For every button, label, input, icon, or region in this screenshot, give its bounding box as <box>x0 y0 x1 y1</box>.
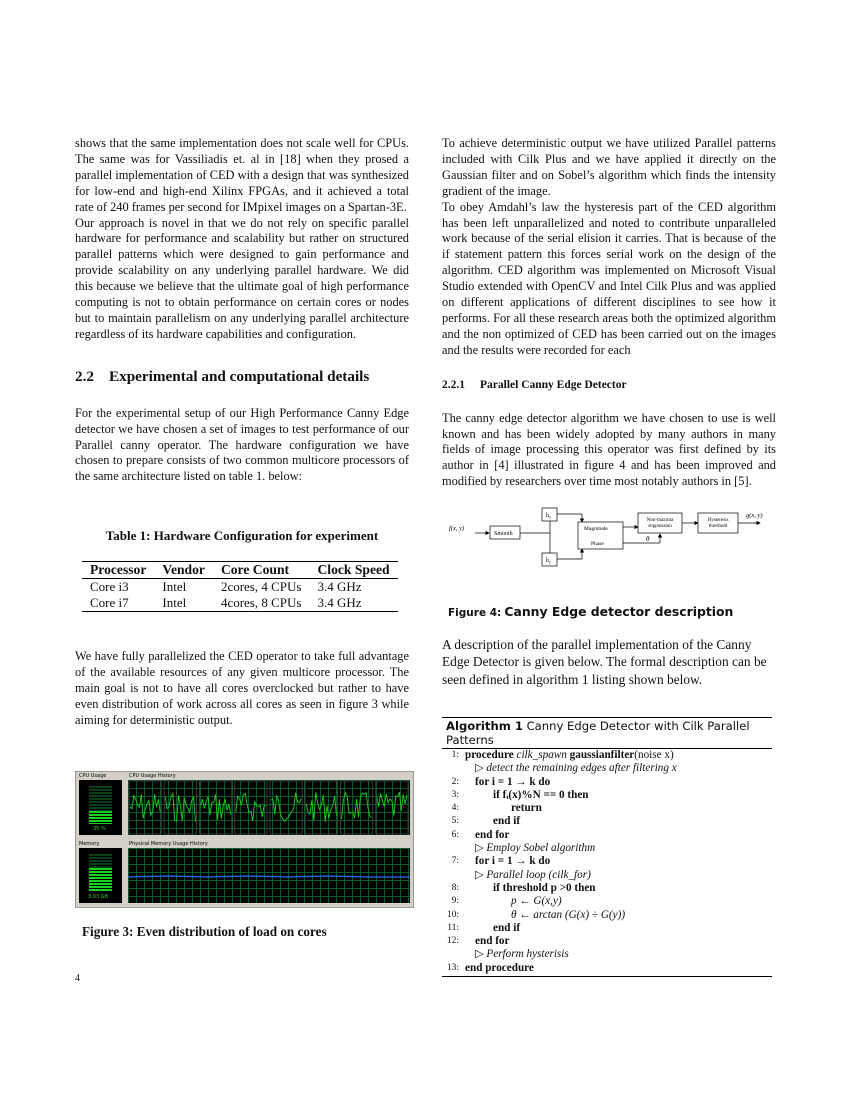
output-label: g(x, y) <box>746 512 763 519</box>
cpu-core-graph-frame <box>305 781 337 834</box>
line-number: 13: <box>446 962 459 973</box>
line-text: if fᵢ(x)%N == 0 then <box>493 788 589 801</box>
table-cell: Intel <box>154 595 213 612</box>
task-manager-figure <box>75 771 414 908</box>
cpu-history-graphs <box>128 780 410 835</box>
algorithm-line <box>442 909 772 922</box>
keyword: procedure <box>465 749 514 761</box>
table-row <box>82 579 398 596</box>
memory-history-svg <box>128 848 410 903</box>
function-args: (noise x) <box>634 749 674 761</box>
table-cell: Core i7 <box>82 595 154 612</box>
algorithm-line <box>442 829 772 842</box>
comment-text: ▷ detect the remaining edges after filtering x <box>475 762 677 775</box>
hysteresis-block <box>698 513 738 533</box>
svg-text:hx <box>546 513 551 520</box>
algorithm-line <box>442 815 772 828</box>
algorithm-line <box>442 855 772 868</box>
cpu-core-trace <box>306 792 336 822</box>
figure3-caption: Figure 3: Even distribution of load on cores <box>82 924 327 939</box>
paragraph: shows that the same implementation does not scale well for CPUs. The same was for Vassiliadis et. al in [18] when they prosed a parallel implementation of CED with a design that was synthesized for low-end and high-end Xilinx FPGAs, and it achieved a total rate of 240 frames per second for IMpixel images on a Spartan-3E. <box>75 136 409 214</box>
table-header: Processor <box>82 562 154 579</box>
left-column <box>75 136 409 729</box>
subsection-number: 2.2.1 <box>442 378 465 391</box>
hysteresis-label: Hysteresis threshold <box>707 518 729 529</box>
cpu-usage-label: CPU Usage <box>79 773 107 779</box>
paragraph: The canny edge detector algorithm we have chosen to use is well known and has been widely adopted by many authors in many fields of image processing this operator was first defined by its author in [4] illustrated in figure 4 and has been improved and modified by researchers over time most notably authors in [5]. <box>442 410 776 489</box>
hx-subscript: x <box>549 514 551 520</box>
cpu-core-trace <box>236 793 266 820</box>
cpu-core-graph-frame <box>270 781 302 834</box>
input-label: f(x, y) <box>449 525 465 532</box>
line-number: 12: <box>446 936 459 947</box>
line-text: return <box>511 802 542 815</box>
theta-label: θ <box>646 535 650 543</box>
table-header: Vendor <box>154 562 213 579</box>
memory-label: Memory <box>79 841 100 847</box>
algorithm-line <box>442 802 772 815</box>
paragraph: To achieve deterministic output we have utilized Parallel patterns included with Cilk Plus and we have applied it directly on the Gaussian filter and on Sobel’s algorithm which finds the intensity gradient of the image. <box>442 136 776 198</box>
cpu-core-graph-frame <box>376 781 408 834</box>
hy-subscript: y <box>549 559 551 565</box>
line-text: end for <box>475 935 510 948</box>
section-number: 2.2 <box>75 367 94 385</box>
svg-text:hy <box>546 558 551 565</box>
table-cell: Intel <box>162 579 187 595</box>
table-header-row <box>82 562 398 579</box>
algorithm-line <box>442 789 772 802</box>
cpu-core-trace <box>342 793 372 819</box>
table-cell: 4cores, 8 CPUs <box>213 595 310 612</box>
comment-text: ▷ Perform hysterisis <box>475 948 569 961</box>
algorithm-comment <box>442 869 772 882</box>
cpu-core-trace <box>130 794 160 818</box>
cpu-core-trace <box>377 792 407 816</box>
table-cell: 3.4 GHz <box>317 579 362 595</box>
line-number: 8: <box>451 882 459 893</box>
memory-meter <box>79 848 122 903</box>
line-text: θ ← arctan (G(x) ÷ G(y)) <box>511 908 626 921</box>
line-number: 11: <box>447 922 459 933</box>
paragraph: For the experimental setup of our High Performance Canny Edge detector we have chosen a set of images to test performance of our Parallel canny operator. The hardware configuration we have chosen to prepare consists of two common multicore processors of the same architecture listed on table 1. below: <box>75 405 409 484</box>
algorithm-line <box>442 935 772 948</box>
line-number: 2: <box>451 776 459 787</box>
algorithm-box <box>442 717 772 977</box>
figure4-caption-prefix: Figure 4: <box>448 607 502 619</box>
phase-label: Phase <box>591 541 604 547</box>
algorithm-bottom-rule <box>442 975 772 977</box>
cpu-core-graph-frame <box>129 781 161 834</box>
memory-history-label: Physical Memory Usage History <box>129 841 208 847</box>
line-text: for i = 1 → k do <box>475 855 551 868</box>
line-text: p ← G(x,y) <box>511 895 562 908</box>
algorithm-header <box>442 717 772 749</box>
paragraph: We have fully parallelized the CED operator to take full advantage of the available resources of any given multicore processor. The main goal is not to have all cores overclocked but rather to have even distribution of work across all cores as seen in figure 3 while aiming for deterministic output. <box>75 649 409 727</box>
cpu-core-graph-frame <box>235 781 267 834</box>
cpu-core-trace <box>165 794 195 822</box>
cpu-history-svg <box>128 780 410 835</box>
line-text: end if <box>493 921 521 934</box>
line-number: 3: <box>451 789 459 800</box>
line-number: 9: <box>451 896 459 907</box>
section-title: Experimental and computational details <box>109 367 370 385</box>
cpu-core-trace <box>201 794 231 819</box>
figure4-caption <box>448 604 733 620</box>
hardware-table <box>82 561 398 612</box>
magnitude-label: Magnitude <box>584 526 608 532</box>
algorithm-line <box>442 895 772 908</box>
algorithm-line <box>442 922 772 935</box>
table-cell: 2cores, 4 CPUs <box>220 579 302 595</box>
line-number: 10: <box>446 909 459 920</box>
table-header: Clock Speed <box>309 562 397 579</box>
cpu-core-trace <box>271 793 301 821</box>
table-row <box>82 595 398 612</box>
line-number: 5: <box>451 816 459 827</box>
cpu-history-label: CPU Usage History <box>129 773 176 779</box>
section-heading <box>75 369 409 385</box>
figure4-caption-text: Canny Edge detector description <box>504 604 734 619</box>
line-number: 7: <box>451 856 459 867</box>
algorithm-line <box>442 962 772 975</box>
algorithm-comment <box>442 762 772 775</box>
line-text: end procedure <box>465 961 534 974</box>
line-text: end if <box>493 815 521 828</box>
page-number: 4 <box>75 973 80 984</box>
algorithm-title: Canny Edge Detector with Cilk Parallel Patterns <box>446 719 750 747</box>
algorithm-line <box>442 882 772 895</box>
smooth-label: Smooth <box>494 531 513 537</box>
paragraph: Our approach is novel in that we do not rely on specific parallel hardware for performance and scalability but rather on structured parallel patterns which were designed to gain performance and provide scalability on any underlying parallel hardware. We did this because we believe that the ultimate goal of high performance computing is not to obtain performance on certain cores or nodes but to maintain parallelism on any underlying parallel architecture regardless of its hardware capabilities and configuration. <box>75 215 409 341</box>
line-number: 4: <box>451 803 459 814</box>
function-name: gaussianfilter <box>569 749 635 761</box>
spawn-keyword: cilk_spawn <box>516 749 567 761</box>
table-cell: 3.4 GHz <box>309 595 397 612</box>
table-caption: Table 1: Hardware Configuration for experiment <box>105 528 379 544</box>
algorithm-label: Algorithm 1 <box>446 719 523 733</box>
algorithm-line <box>442 749 772 762</box>
line-text: if threshold p >0 then <box>493 881 596 894</box>
line-number: 1: <box>451 750 459 760</box>
table-cell: Core i3 <box>90 579 129 595</box>
cpu-value: 35 % <box>93 826 106 832</box>
right-column <box>442 136 776 490</box>
cpu-usage-meter <box>79 780 122 835</box>
line-number: 6: <box>451 829 459 840</box>
table-header: Core Count <box>213 562 310 579</box>
paragraph: To obey Amdahl’s law the hysteresis part of the CED algorithm has been left unparallelized and noted to contribute unparalleled work because of the serial elision it carries. That is because of the if statement pattern this forces serial work on the design of the algorithm. CED algorithm was implemented on Microsoft Visual Studio extended with OpenCV and Intel Cilk Plus and was applied on different applications of different disciplines to see how it performs. For all these research areas both the optimized algorithm and the non optimized of CED has been carried out on the images and the results were recorded for each <box>442 199 776 357</box>
algorithm-comment <box>442 842 772 855</box>
comment-text: ▷ Employ Sobel algorithm <box>475 842 596 855</box>
hx-label: h <box>546 513 549 519</box>
canny-block-diagram <box>442 505 782 571</box>
algorithm-line <box>442 776 772 789</box>
nonmax-label: Non-maxima suppression <box>646 518 674 529</box>
line-text: end for <box>475 828 510 841</box>
comment-text: ▷ Parallel loop (cilk_for) <box>475 868 591 881</box>
nonmax-block <box>638 513 682 533</box>
line-text: for i = 1 → k do <box>475 775 551 788</box>
memory-history-graph <box>128 848 410 903</box>
paragraph: A description of the parallel implementation of the Canny Edge Detector is given below. The formal description can be seen defined in algorithm 1 listing shown below. <box>442 637 767 687</box>
subsection-heading <box>442 378 776 394</box>
hy-label: h <box>546 558 549 564</box>
subsection-title: Parallel Canny Edge Detector <box>480 378 627 391</box>
algorithm-comment <box>442 948 772 961</box>
memory-value: 3.93 GB <box>88 894 109 900</box>
